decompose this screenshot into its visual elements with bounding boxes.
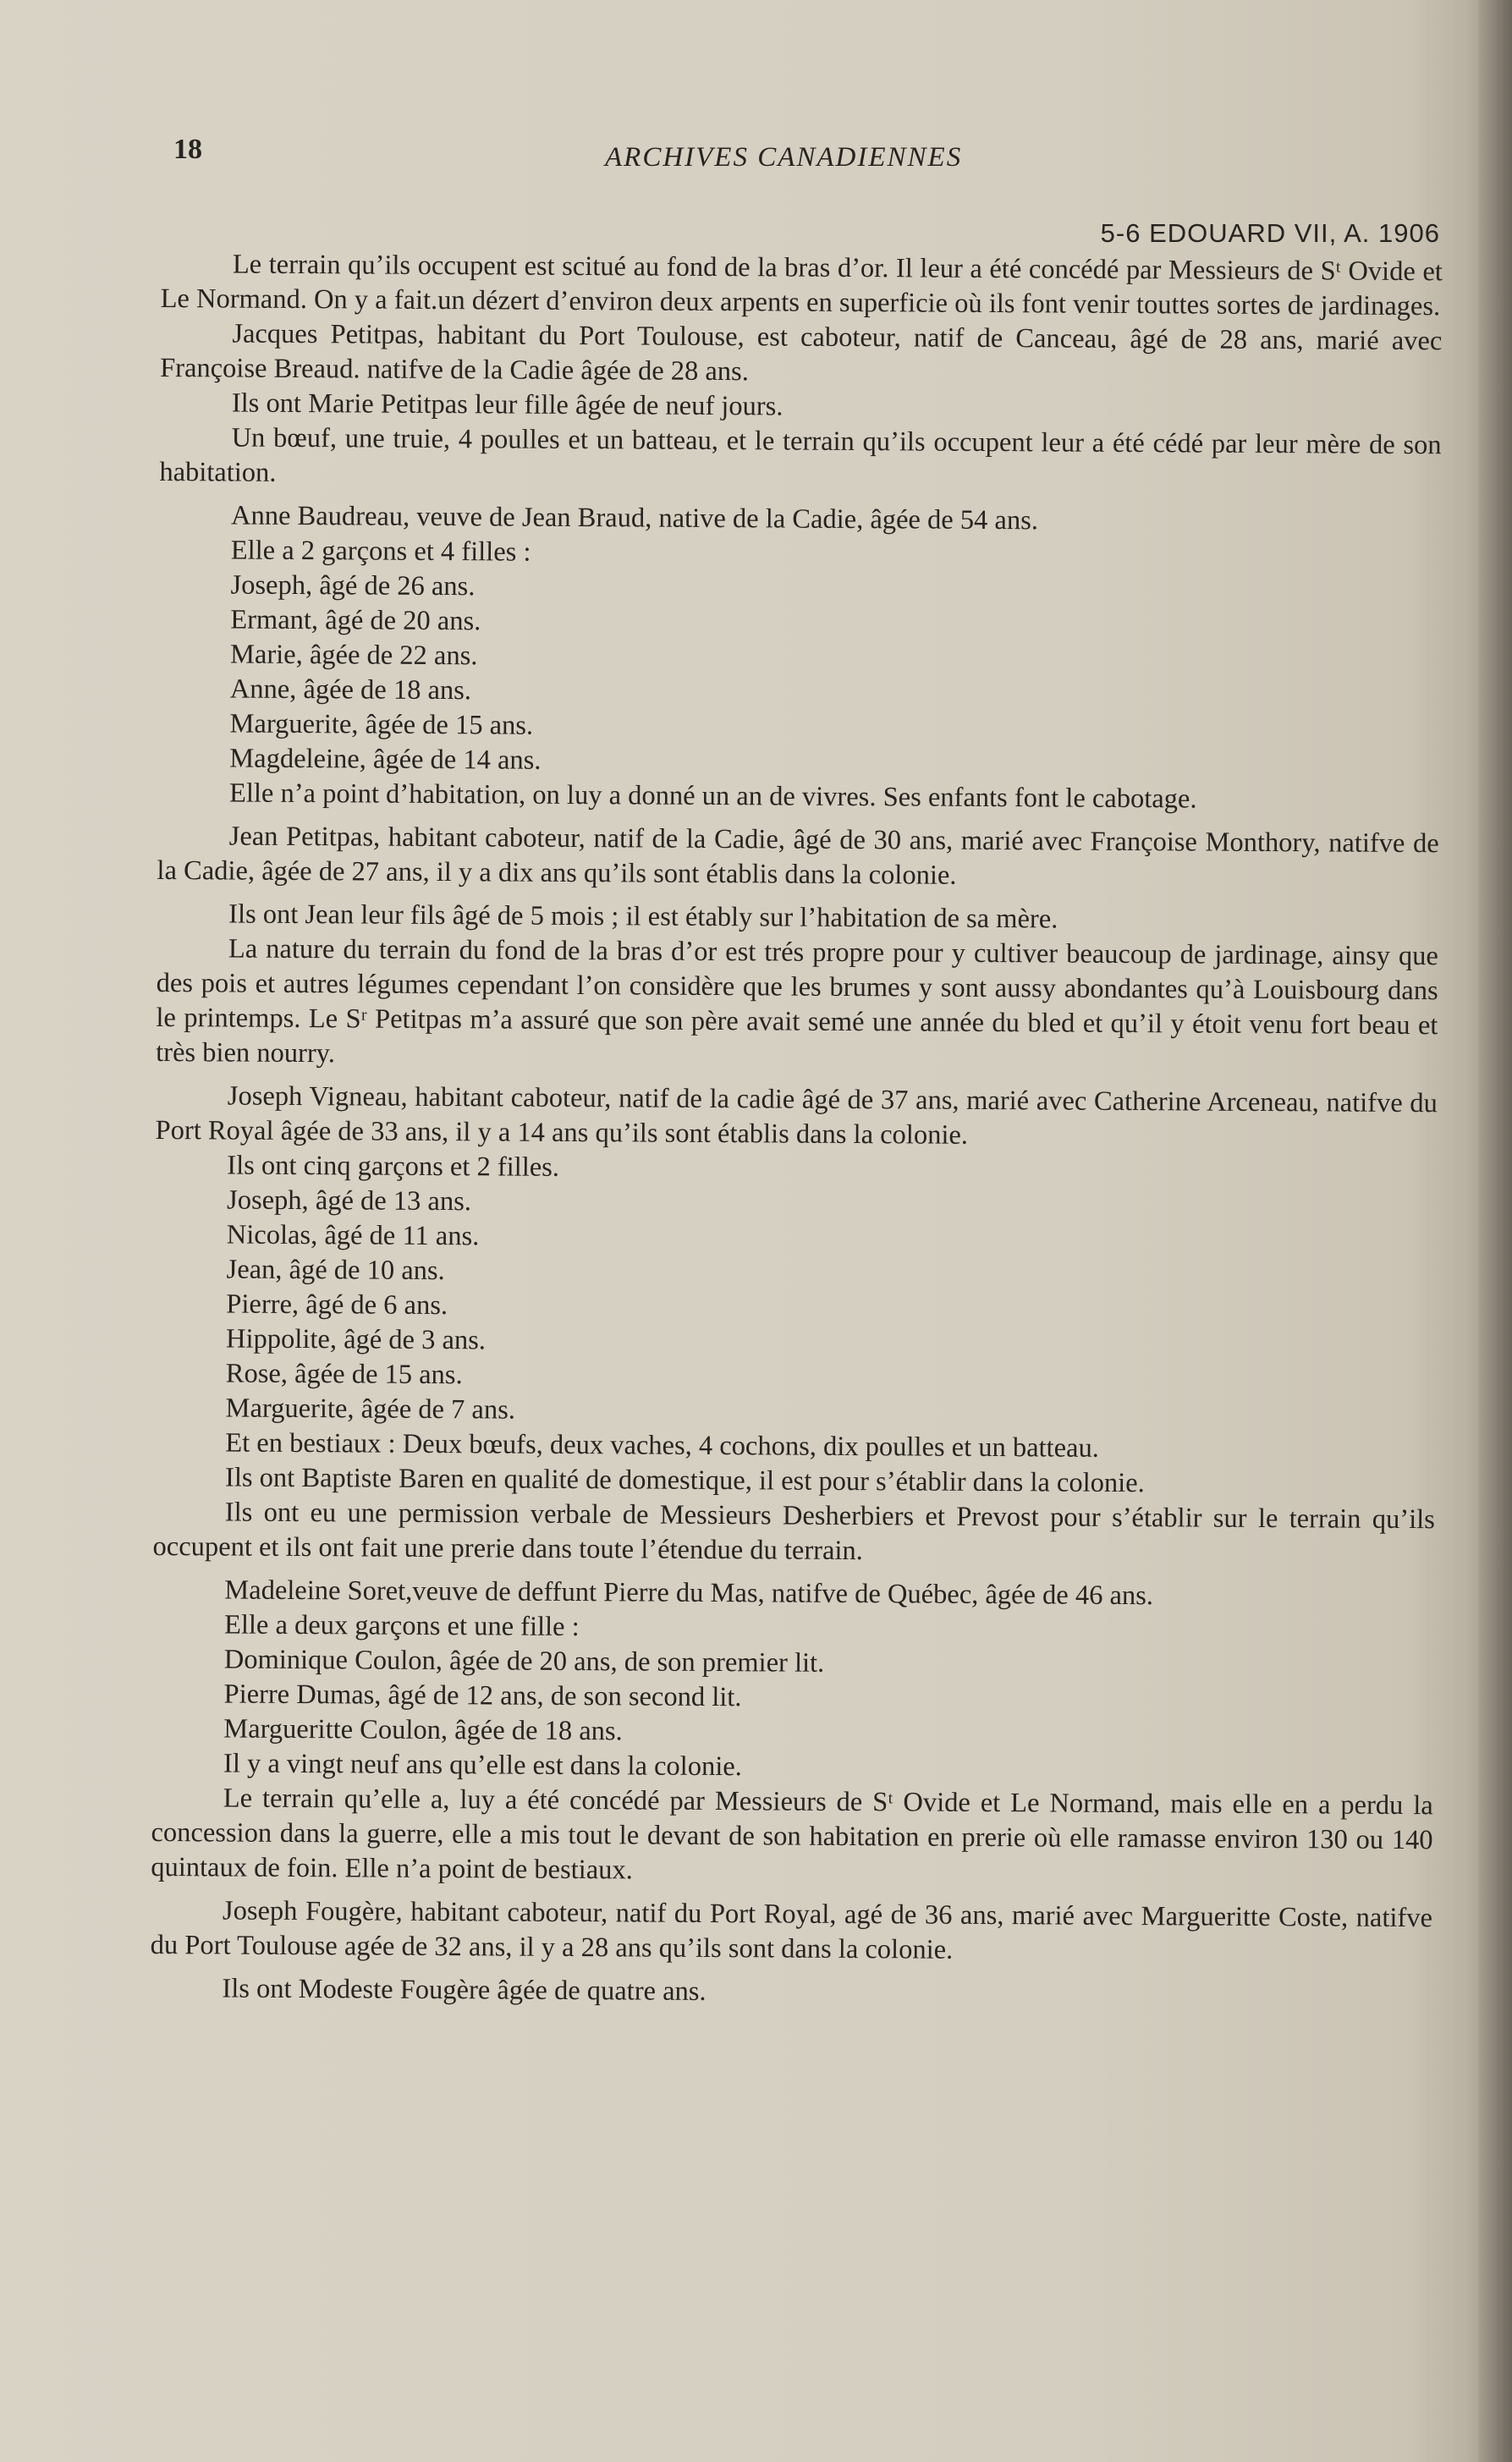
list-item: Pierre Dumas, âgé de 12 ans, de son second lit. (223, 1679, 742, 1713)
list-item: Marguerite, âgée de 7 ans. (225, 1393, 516, 1426)
list-item: Joseph, âgé de 26 ans. (230, 569, 476, 602)
page-header (173, 134, 1447, 184)
list-item: Jean, âgé de 10 ans. (226, 1254, 445, 1287)
paragraph: Jacques Petitpas, habitant du Port Toulouse, est caboteur, natif de Canceau, âgé de 28 ans, marié avec Françoise Breaud. natifve de la Cadie âgée de 28 ans. (160, 318, 1443, 387)
running-title: ARCHIVES CANADIENNES (605, 142, 963, 173)
list-item: Dominique Coulon, âgée de 20 ans, de son premier lit. (223, 1644, 825, 1679)
list-item: Margueritte Coulon, âgée de 18 ans. (223, 1713, 623, 1747)
paragraph: Ils ont Marie Petitpas leur fille âgée de neuf jours. (231, 387, 783, 422)
paragraph: Le terrain qu’elle a, luy a été concédé par Messieurs de Sᵗ Ovide et Le Normand, mais elle en a perdu la concession dans la guerre, elle a mis tout le devant de son habitation en prerie où elle ramasse environ 130 ou 140 quintaux de foin. Elle n’a point de bestiaux. (151, 1783, 1433, 1886)
paragraph: Elle a deux garçons et une fille : (223, 1609, 580, 1643)
paragraph: Le terrain qu’ils occupent est scitué au fond de la bras d’or. Il leur a été concédé par Messieurs de Sᵗ Ovide et Le Normand. On y a fait.un dézert d’environ deux arpents en superficie où ils font venir touttes sortes de jardinages. (160, 249, 1443, 322)
paragraph: Jean Petitpas, habitant caboteur, natif de la Cadie, âgé de 30 ans, marié avec Françoise Monthory, natifve de la Cadie, âgée de 27 ans, il y a dix ans qu’ils sont établis dans la colonie. (157, 821, 1439, 891)
list-item: Magdeleine, âgée de 14 ans. (229, 743, 542, 776)
book-spine-shadow (1478, 0, 1512, 2462)
paragraph: Ils ont eu une permission verbale de Messieurs Desherbiers et Prevost pour s’établir sur le terrain qu’ils occupent et ils ont fait une prerie dans toute l’étendue du terrain. (152, 1497, 1435, 1567)
paragraph: Joseph Vigneau, habitant caboteur, natif de la cadie âgé de 37 ans, marié avec Catherine Arceneau, natifve du Port Royal âgée de 33 ans, il y a 14 ans qu’ils sont établis dans la colonie. (155, 1080, 1438, 1151)
list-item: Marguerite, âgée de 15 ans. (229, 708, 534, 741)
paragraph: Elle n’a point d’habitation, on luy a donné un an de vivres. Ses enfants font le cabotage. (228, 778, 1197, 815)
list-item: Ermant, âgé de 20 ans. (230, 604, 481, 637)
paragraph: Un bœuf, une truie, 4 poulles et un batteau, et le terrain qu’ils occupent leur a été cédé par leur mère de son habitation. (159, 422, 1442, 488)
paragraph: Elle a 2 garçons et 4 filles : (230, 535, 531, 568)
body-text (150, 247, 1443, 2014)
paragraph: Joseph Fougère, habitant caboteur, natif du Port Royal, agé de 36 ans, marié avec Margueritte Coste, natifve du Port Toulouse agée de 32 ans, il y a 28 ans qu’ils sont dans la colonie. (150, 1895, 1433, 1965)
paragraph: Madeleine Soret,veuve de deffunt Pierre du Mas, natifve de Québec, âgée de 46 ans. (224, 1574, 1154, 1612)
page-number: 18 (173, 134, 202, 165)
list-item: Nicolas, âgé de 11 ans. (226, 1219, 480, 1252)
paragraph: Et en bestiaux : Deux bœufs, deux vaches, 4 cochons, dix poulles et un batteau. (225, 1427, 1099, 1464)
paragraph: Ils ont Baptiste Baren en qualité de domestique, il est pour s’établir dans la colonie. (225, 1462, 1145, 1499)
list-item: Anne, âgée de 18 ans. (229, 673, 472, 706)
paragraph: Ils ont Jean leur fils âgé de 5 mois ; il est étably sur l’habitation de sa mère. (228, 899, 1058, 935)
list-item: Marie, âgée de 22 ans. (229, 639, 478, 672)
list-item: Pierre, âgé de 6 ans. (226, 1289, 448, 1322)
paragraph: La nature du terrain du fond de la bras d’or est trés propre pour y cultiver beaucoup de jardinage, ainsy que des pois et autres légumes cependant l’on considère que les brumes y sont aussy abondantes qu’à Louisbourg dans le printemps. Le Sʳ Petitpas m’a assuré que son père avait semé une année du bled et qu’il y étoit venu fort beau et très bien nourry. (156, 933, 1439, 1069)
list-item: Joseph, âgé de 13 ans. (227, 1184, 472, 1217)
list-item: Hippolite, âgé de 3 ans. (226, 1323, 487, 1356)
list-item: Rose, âgée de 15 ans. (225, 1358, 463, 1391)
paragraph: Anne Baudreau, veuve de Jean Braud, native de la Cadie, âgée de 54 ans. (230, 500, 1039, 536)
paragraph: Ils ont Modeste Fougère âgée de quatre ans. (222, 1973, 707, 2007)
session-info: 5-6 EDOUARD VII, A. 1906 (1100, 218, 1440, 248)
paragraph: Ils ont cinq garçons et 2 filles. (227, 1150, 560, 1183)
paragraph: Il y a vingt neuf ans qu’elle est dans la colonie. (223, 1748, 742, 1783)
